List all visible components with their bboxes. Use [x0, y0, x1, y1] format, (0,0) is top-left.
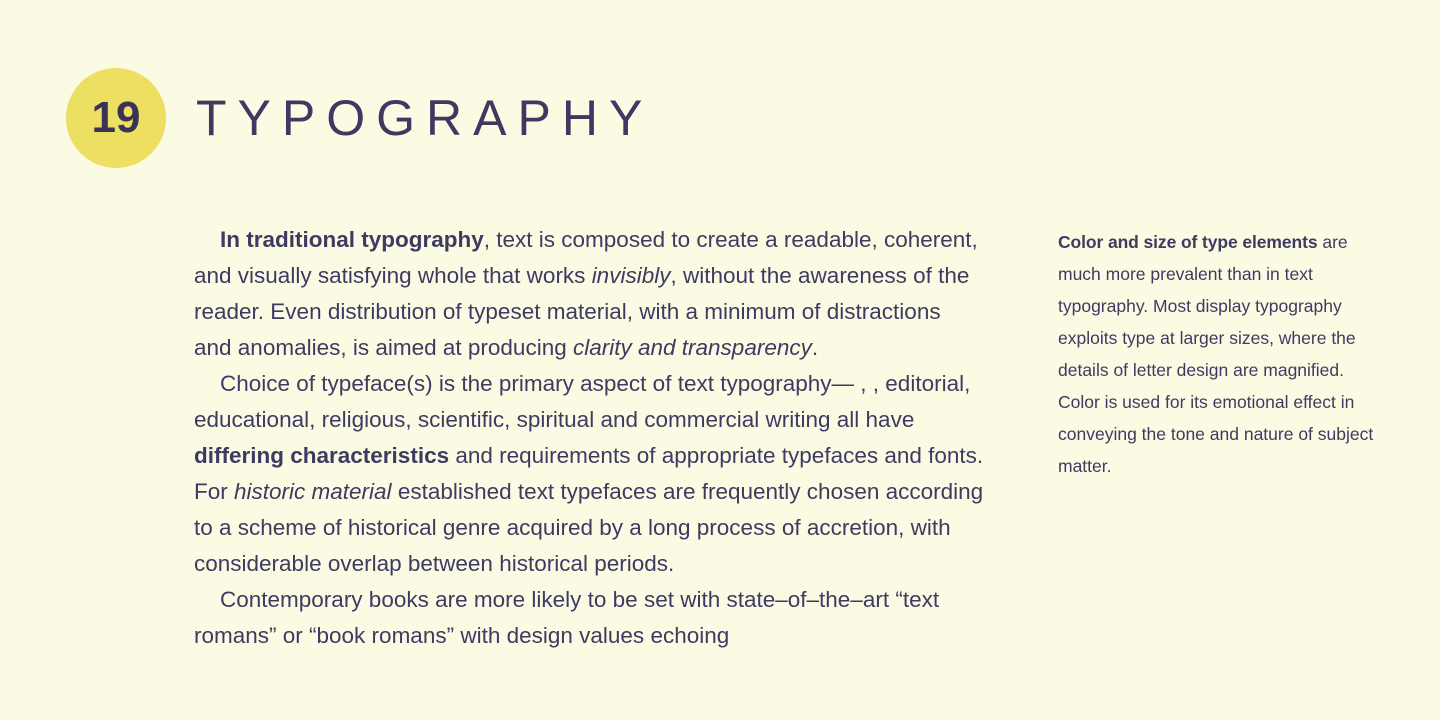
side-note [1058, 226, 1378, 482]
chapter-number: 19 [91, 93, 141, 142]
side-note-body: are much more prevalent than in text typography. Most display typography exploits type at larger sizes, where the details of letter design are magnified. Color is used for its emotional effect in conveying the tone and nature of subject matter. [1058, 232, 1374, 476]
chapter-number-badge [66, 68, 166, 168]
paragraph-1-lead: In traditional typography [220, 227, 484, 252]
side-note-column [1058, 226, 1378, 482]
paragraph-1-italic-1: invisibly [591, 263, 671, 288]
paragraph-2-bold-1: differing characteristics [194, 443, 450, 468]
paragraph-1-part-3: . [811, 335, 819, 360]
paragraph-3 [194, 582, 984, 654]
side-note-lead: Color and size of type elements [1058, 232, 1318, 252]
paragraph-1-part-1: , text is composed to create a readable, coherent, and visually satisfying whole that works [194, 227, 978, 288]
paragraph-1 [194, 222, 984, 366]
paragraph-2-part-2: and requirements of appropriate typefaces and fonts. For [194, 443, 984, 504]
paragraph-2-part-3: established text typefaces are frequently chosen according to a scheme of historical genre acquired by a long process of accretion, with considerable overlap between historical periods. [194, 479, 984, 576]
paragraph-2-part-1: Choice of typeface(s) is the primary aspect of text typography— , , editorial, educational, religious, scientific, spiritual and commercial writing all have [194, 371, 971, 432]
page-header [66, 68, 653, 168]
main-text-column [194, 222, 984, 654]
paragraph-2 [194, 366, 984, 582]
paragraph-1-italic-2: clarity and transparency [572, 335, 812, 360]
paragraph-3-part-1: Contemporary books are more likely to be set with state–of–the–art “text romans” or “book romans” with design values echoing [194, 587, 940, 648]
page-title: TYPOGRAPHY [196, 90, 654, 146]
paragraph-1-part-2: , without the awareness of the reader. Even distribution of typeset material, with a minimum of distractions and anomalies, is aimed at producing [194, 263, 970, 360]
paragraph-2-italic-1: historic material [234, 479, 392, 504]
